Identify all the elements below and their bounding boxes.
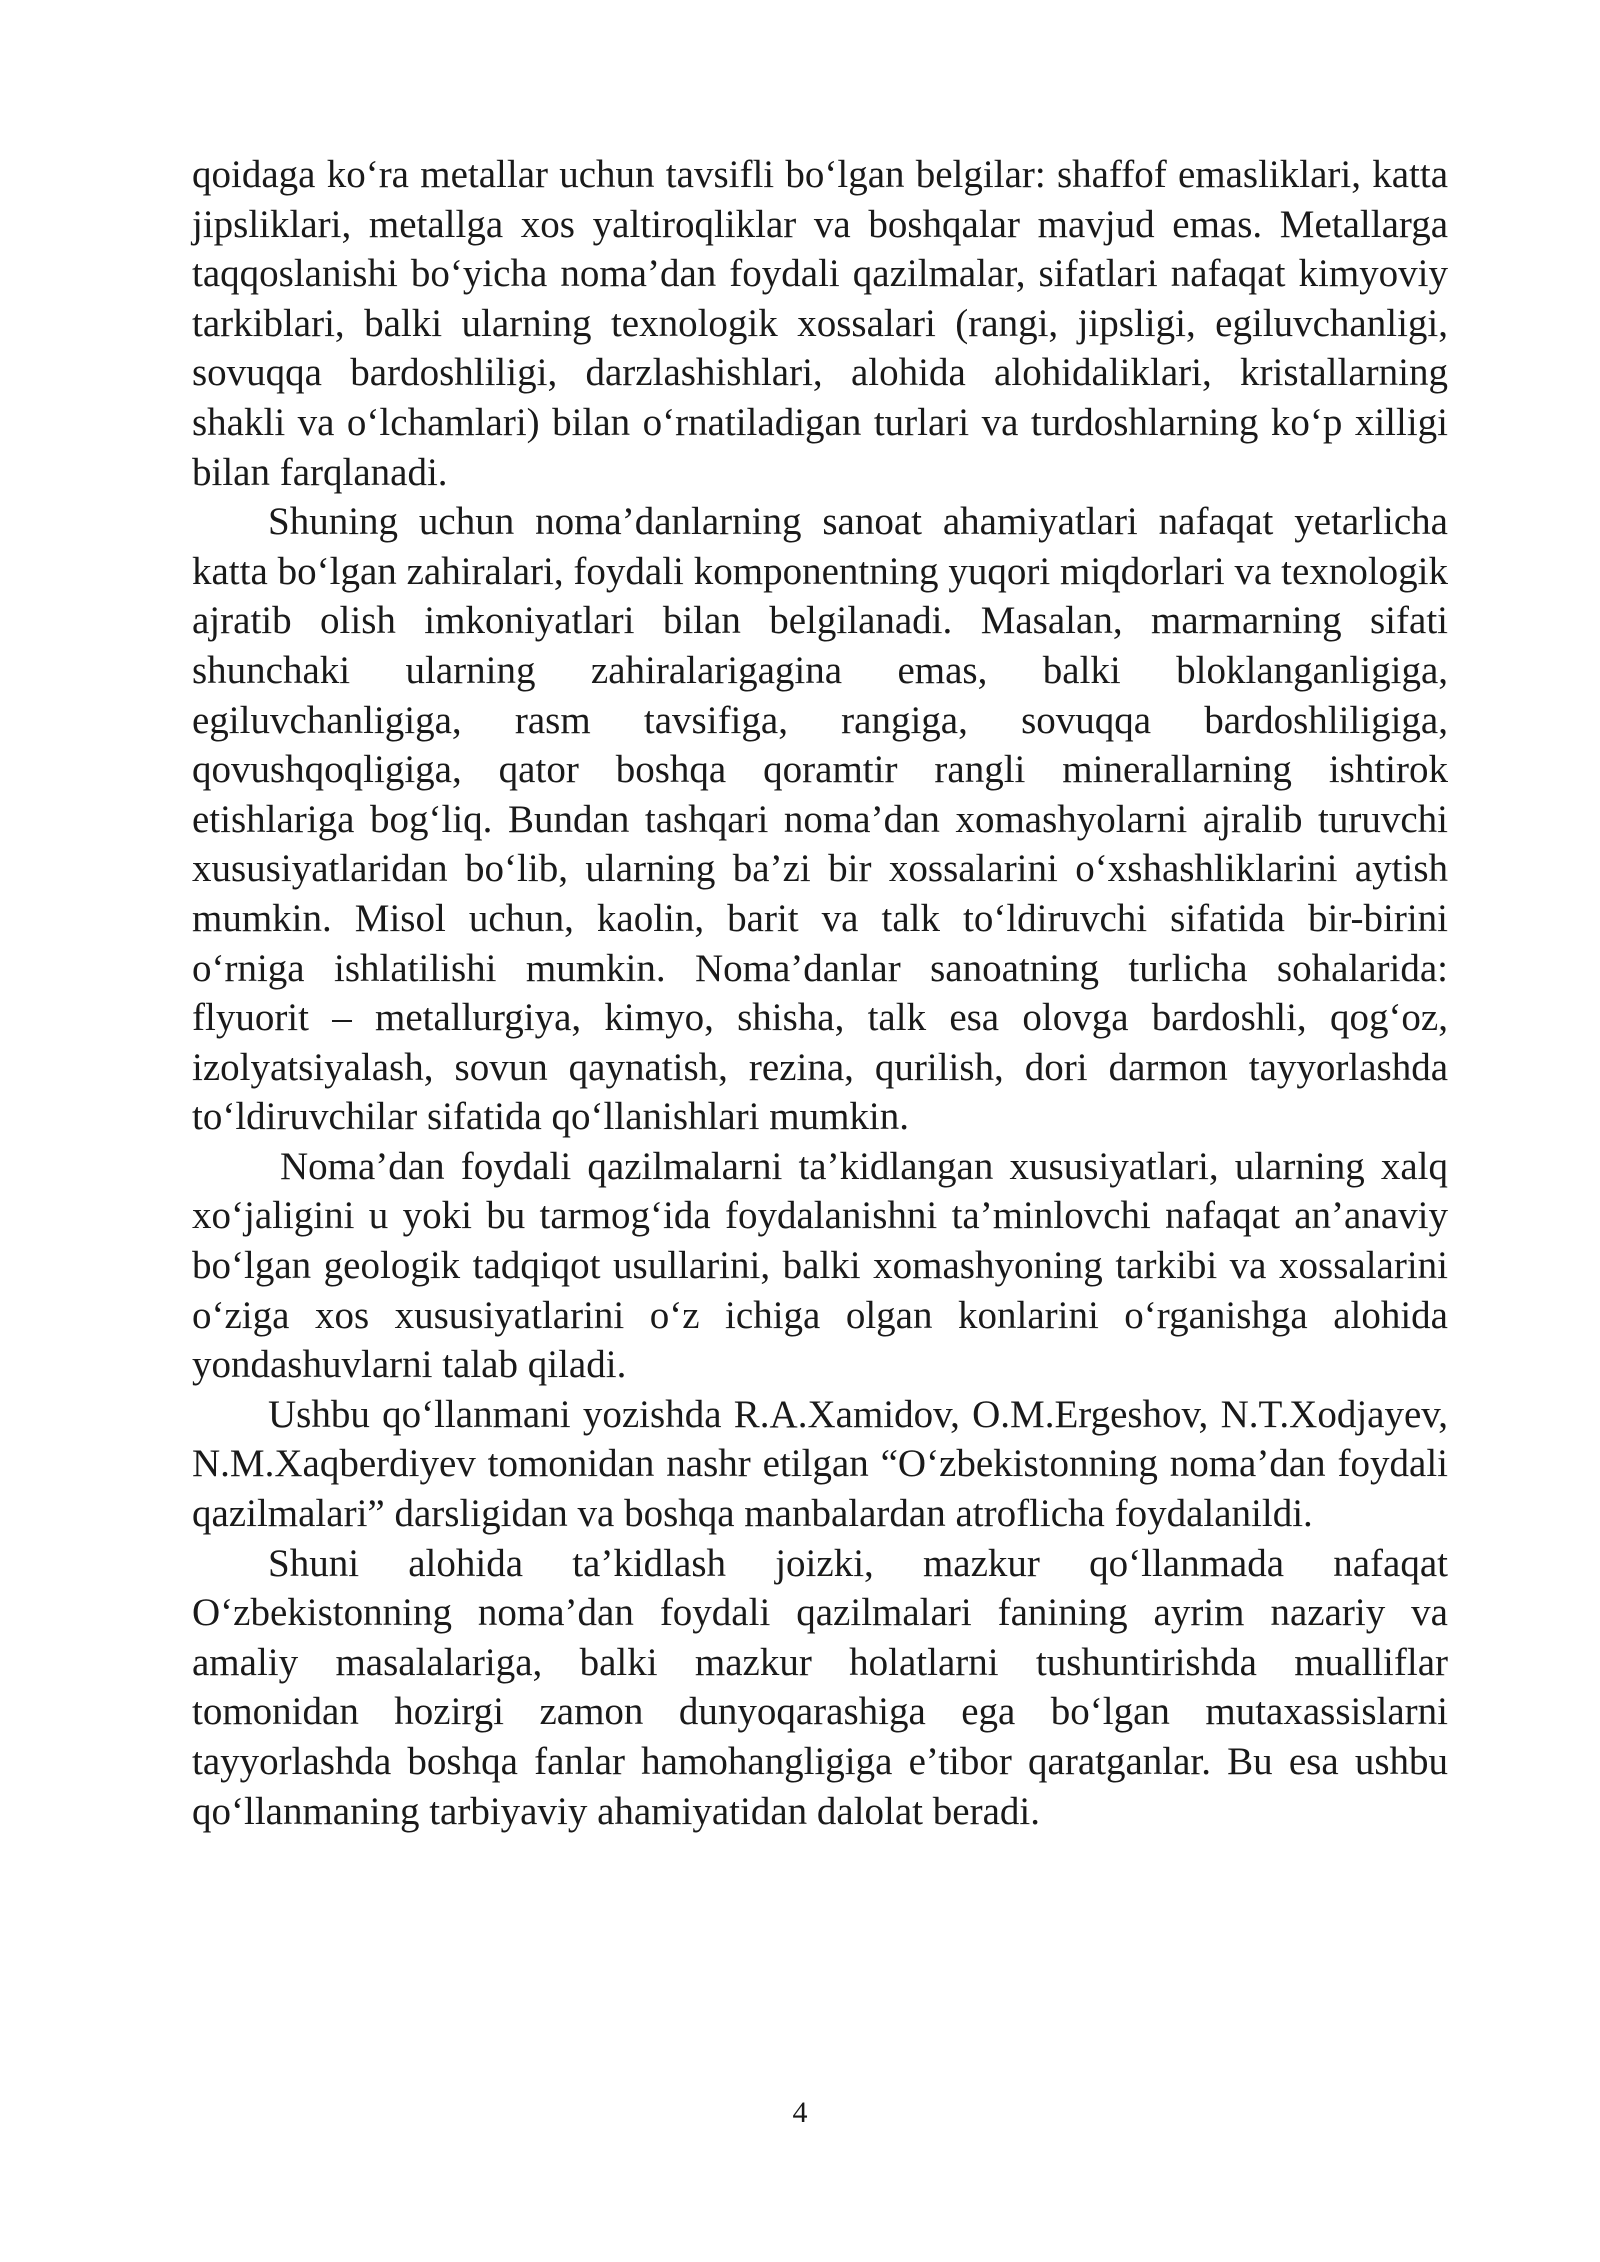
- paragraph-2: Shuning uchun noma’danlarning sanoat ahamiyatlari nafaqat yetarlicha katta bo‘lgan zahiralari, foydali komponentning yuqori miqdorlari va texnologik ajratib olish imkoniyatlari bilan belgilanadi. Masalan, marmarning sifati shunchaki ularning zahiralarigagina emas, balki bloklanganligiga, egiluvchanligiga, rasm tavsifiga, rangiga, sovuqqa bardoshliligiga, qovushqoqligiga, qator boshqa qoramtir rangli minerallarning ishtirok etishlariga bog‘liq. Bundan tashqari noma’dan xomashyolarni ajralib turuvchi xususiyatlaridan bo‘lib, ularning ba’zi bir xossalarini o‘xshashliklarini aytish mumkin. Misol uchun, kaolin, barit va talk to‘ldiruvchi sifatida bir-birini o‘rniga ishlatilishi mumkin. Noma’danlar sanoatning turlicha sohalarida: flyuorit – metallurgiya, kimyo, shisha, talk esa olovga bardoshli, qog‘oz, izolyatsiyalash, sovun qaynatish, rezina, qurilish, dori darmon tayyorlashda to‘ldiruvchilar sifatida qo‘llanishlari mumkin.: [192, 500, 1448, 1139]
- paragraph-5: Shuni alohida ta’kidlash joizki, mazkur qo‘llanmada nafaqat O‘zbekistonning noma’dan foydali qazilmalari fanining ayrim nazariy va amaliy masalalariga, balki mazkur holatlarni tushuntirishda mualliflar tomonidan hozirgi zamon dunyoqarashiga ega bo‘lgan mutaxassislarni tayyorlashda boshqa fanlar hamohangligiga e’tibor qaratganlar. Bu esa ushbu qo‘llanmaning tarbiyaviy ahamiyatidan dalolat beradi.: [192, 1541, 1448, 1833]
- paragraph-1: qoidaga ko‘ra metallar uchun tavsifli bo‘lgan belgilar: shaffof emasliklari, katta jipsliklari, metallga xos yaltiroqliklar va boshqalar mavjud emas. Metallarga taqqoslanishi bo‘yicha noma’dan foydali qazilmalar, sifatlari nafaqat kimyoviy tarkiblari, balki ularning texnologik xossalari (rangi, jipsligi, egiluvchanligi, sovuqqa bardoshliligi, darzlashishlari, alohida alohidaliklari, kristallarning shakli va o‘lchamlari) bilan o‘rnatiladigan turlari va turdoshlarning ko‘p xilligi bilan farqlanadi.: [192, 153, 1448, 494]
- paragraph-3: Noma’dan foydali qazilmalarni ta’kidlangan xususiyatlari, ularning xalq xo‘jaligini u yoki bu tarmog‘ida foydalanishni ta’minlovchi nafaqat an’anaviy bo‘lgan geologik tadqiqot usullarini, balki xomashyoning tarkibi va xossalarini o‘ziga xos xususiyatlarini o‘z ichiga olgan konlarini o‘rganishga alohida yondashuvlarni talab qiladi.: [192, 1144, 1448, 1387]
- document-body: [192, 150, 1448, 1836]
- page-number: 4: [792, 2096, 808, 2129]
- paragraph-4: Ushbu qo‘llanmani yozishda R.A.Xamidov, O.M.Ergeshov, N.T.Xodjayev, N.M.Xaqberdiyev tomonidan nashr etilgan “O‘zbekistonning noma’dan foydali qazilmalari” darsligidan va boshqa manbalardan atroflicha foydalanildi.: [192, 1392, 1448, 1536]
